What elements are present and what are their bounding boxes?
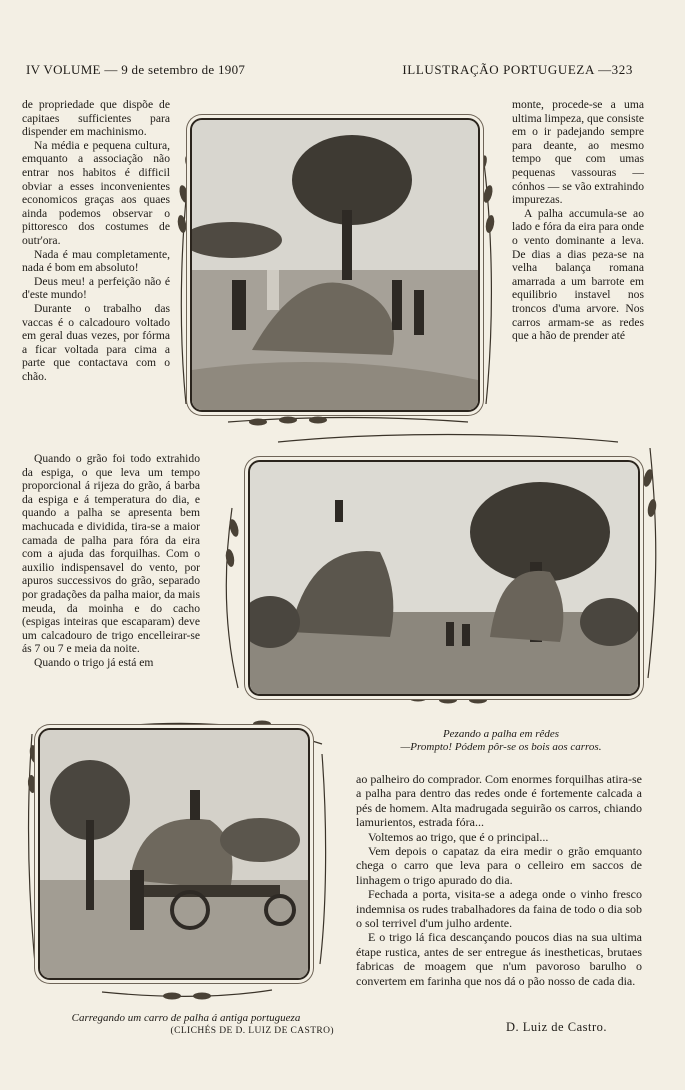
paragraph: Voltemos ao trigo, que é o principal... [368, 829, 549, 844]
paragraph: Na média e pequena cultura, emquanto a associação não entrar nos habitos é difficil obviar a esses inconvenientes economicos graças aos quaes ainda podemos observar o pittoresco dos costumes de outr'ora. [22, 138, 170, 247]
paragraph: de propriedade que dispõe de capitaes sufficientes para dispender em machinismo. [22, 98, 170, 139]
paragraph: ao palheiro do comprador. Com enormes forquilhas atira-se a palha para dentro das redes onde é fortemente calcada a pés de homem. Alta madrugada seguirão os carros, chiando lamurientos, estrada fóra... [356, 772, 642, 830]
paragraph: Deus meu! a perfeição não é d'este mundo! [22, 274, 170, 302]
caption-line: Pezando a palha em rêdes [442, 728, 560, 740]
photo-frame-bottom [22, 714, 332, 1004]
author-signature: D. Luiz de Castro. [506, 1020, 607, 1034]
left-column-text [22, 98, 170, 383]
left-column-lower-text [22, 452, 200, 670]
paragraph: Vem depois o capataz da eira medir o grão emquanto chega o carro que leva para o celleiro em saccos de linhagem o trigo apurado do dia. [356, 844, 642, 887]
paragraph: E o trigo lá fica descançando poucos dias na sua ultima étape rustica, antes de ser entregue ás inestheticas, brutaes fabricas de moagem que n'um pavoroso barulho o convertem em farinha que nos dá o pão nosso de cada dia. [356, 930, 642, 988]
right-column-text [512, 98, 644, 343]
header-volume-date: IV VOLUME — 9 de setembro de 1907 [26, 62, 246, 77]
caption-line: —Prompto! Pódem pôr-se os bois aos carros. [400, 741, 602, 753]
photo-frame-top [168, 104, 504, 430]
photo-frame-middle [218, 418, 664, 718]
photo-loading-cart [38, 728, 310, 980]
paragraph: Fechada a porta, visita-se a adega onde o vinho fresco indemnisa os rudes trabalhadores da faina de todo o dia sob o sol terrivel d'um julho ardente. [356, 887, 642, 931]
photo-threshing-haystack [190, 118, 480, 412]
paragraph: Quando o grão foi todo extrahido da espiga, o que leva um tempo proporcional á rijeza do grão, á barba da espiga e á temperatura do dia, e quando a palha se apresenta bem machucada e dividida, tira-se a maior camada de palha para fóra da eira com a ajuda das forquilhas. Com o auxilio indispensavel do vento, por apuros successivos do grão, separado por gradações da palha maior, da mais meuda, da moinha e do cacho (espigas inteiras que escaparam) deve um calcadouro de trigo encelleirar-se ás 7 ou 7 e meia da noite. [22, 452, 200, 656]
paragraph: Nada é mau completamente, nada é bom em absoluto! [22, 247, 170, 275]
caption-credit: (CLICHÉS DE D. LUIZ DE CASTRO) [170, 1026, 334, 1036]
paragraph: Quando o trigo já está em [34, 655, 154, 669]
bottom-right-column-text [356, 772, 642, 988]
paragraph: Durante o trabalho das vaccas é o calcadouro voltado em geral duas vezes, por fórma a ficar voltada para cima a parte que contactava com o chão. [22, 301, 170, 383]
photo-weighing-straw [248, 460, 640, 696]
caption-loading [38, 1012, 334, 1038]
header-magazine-title-page: ILLUSTRAÇÃO PORTUGUEZA —323 [402, 62, 633, 77]
caption-weighing [372, 728, 630, 754]
paragraph: monte, procede-se a uma ultima limpeza, que consiste em o ir padejando sempre para deante, ao mesmo tempo que com umas pequenas vassouras — cónhos — se vão extrahindo impurezas. [512, 98, 645, 207]
caption-line: Carregando um carro de palha á antiga portugueza [71, 1012, 301, 1024]
paragraph: A palha accumula-se ao lado e fóra da eira para onde o vento dominante a leva. De dias a dias peza-se na velha balança romana amarrada a um barrote em equilibrio instavel nos troncos d'uma arvore. Nos carros armam-se as redes que a hão de prender até [512, 206, 644, 343]
